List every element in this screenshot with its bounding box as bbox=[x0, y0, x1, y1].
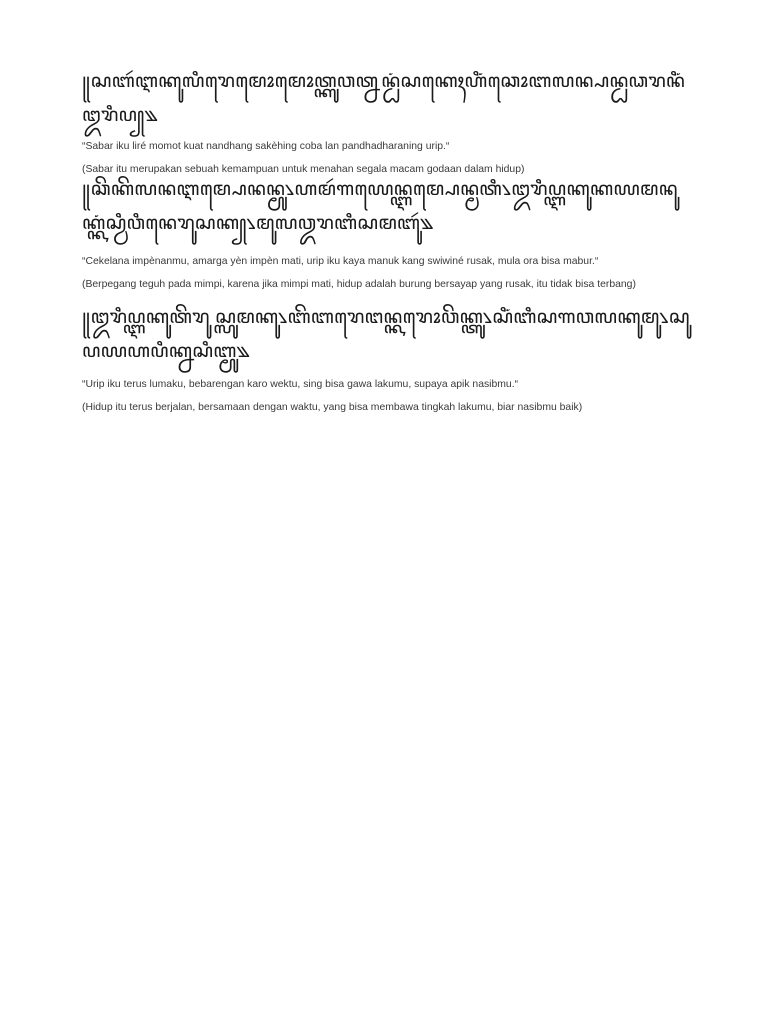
indonesian-translation: (Berpegang teguh pada mimpi, karena jika mimpi mati, hidup adalah burung bersayap yang rusak, itu tidak bisa terbang) bbox=[82, 279, 636, 290]
latin-transliteration: “Urip iku terus lumaku, bebarengan karo wektu, sing bisa gawa lakumu, supaya apik nasibmu.“ bbox=[82, 379, 519, 390]
indonesian-translation: (Hidup itu terus berjalan, bersamaan dengan waktu, yang bisa membawa tingkah lakumu, biar nasibmu baik) bbox=[82, 402, 583, 413]
indonesian-translation: (Sabar itu merupakan sebuah kemampuan untuk menahan segala macam godaan dalam hidup) bbox=[82, 164, 525, 175]
latin-transliteration: “Sabar iku liré momot kuat nandhang sakèhing coba lan pandhadharaning urip.“ bbox=[82, 141, 450, 152]
javanese-script-text: ꧋ꦱꦧꦂꦆꦏꦸꦭꦶꦫꦺꦩꦺꦴꦩꦺꦴꦠ꧀ꦏꦸꦮꦠ꧀ꦤꦤ꧀ꦝꦁꦱꦏꦺꦃꦲꦶꦁꦕꦺꦴꦧꦭꦤ꧀ꦥꦤ꧀ꦝꦣꦫꦤꦶꦁꦈꦫꦶꦥ꧀꧉ bbox=[82, 70, 686, 126]
javanese-script-text: ꧋ꦕꦼꦏꦼꦭꦤꦆꦩ꧀ꦥꦺꦤꦤ꧀ꦩꦸ꧈ꦲꦩꦂꦒꦪꦺꦤ꧀ꦆꦩ꧀ꦥꦺꦤ꧀ꦩꦠꦶ꧈ꦈꦫꦶꦥ꧀ꦆꦏꦸꦏꦪꦩꦤꦸꦏ꧀ꦏꦁꦱ꧀ꦮꦶꦮꦶꦤꦺꦫꦸꦱꦏ꧀꧈ꦩꦸꦭꦎꦫꦧꦶꦱꦩꦧꦸꦂ꧉ bbox=[82, 178, 678, 234]
quote-block bbox=[82, 300, 692, 415]
quote-block bbox=[82, 172, 692, 292]
quote-block bbox=[82, 64, 692, 177]
javanese-script-text: ꧋ꦈꦫꦶꦥ꧀ꦆꦏꦸꦠꦼꦫꦸꦱ꧀ꦭꦸꦩꦏꦸ꧈ꦧꦼꦧꦫꦺꦔꦤ꧀ꦏꦫꦺꦴꦮꦼꦏ꧀ꦠꦸ꧈ꦱꦶꦁꦧꦶꦱꦒꦮꦭꦏꦸꦩꦸ꧈ꦱꦸꦥꦪꦲꦥꦶꦏ꧀ꦤꦱꦶꦧ꧀ꦩꦸ꧉ bbox=[82, 306, 690, 362]
latin-transliteration: “Cekelana impènanmu, amarga yèn impèn mati, urip iku kaya manuk kang swiwiné rusak, mula ora bisa mabur.“ bbox=[82, 256, 599, 267]
